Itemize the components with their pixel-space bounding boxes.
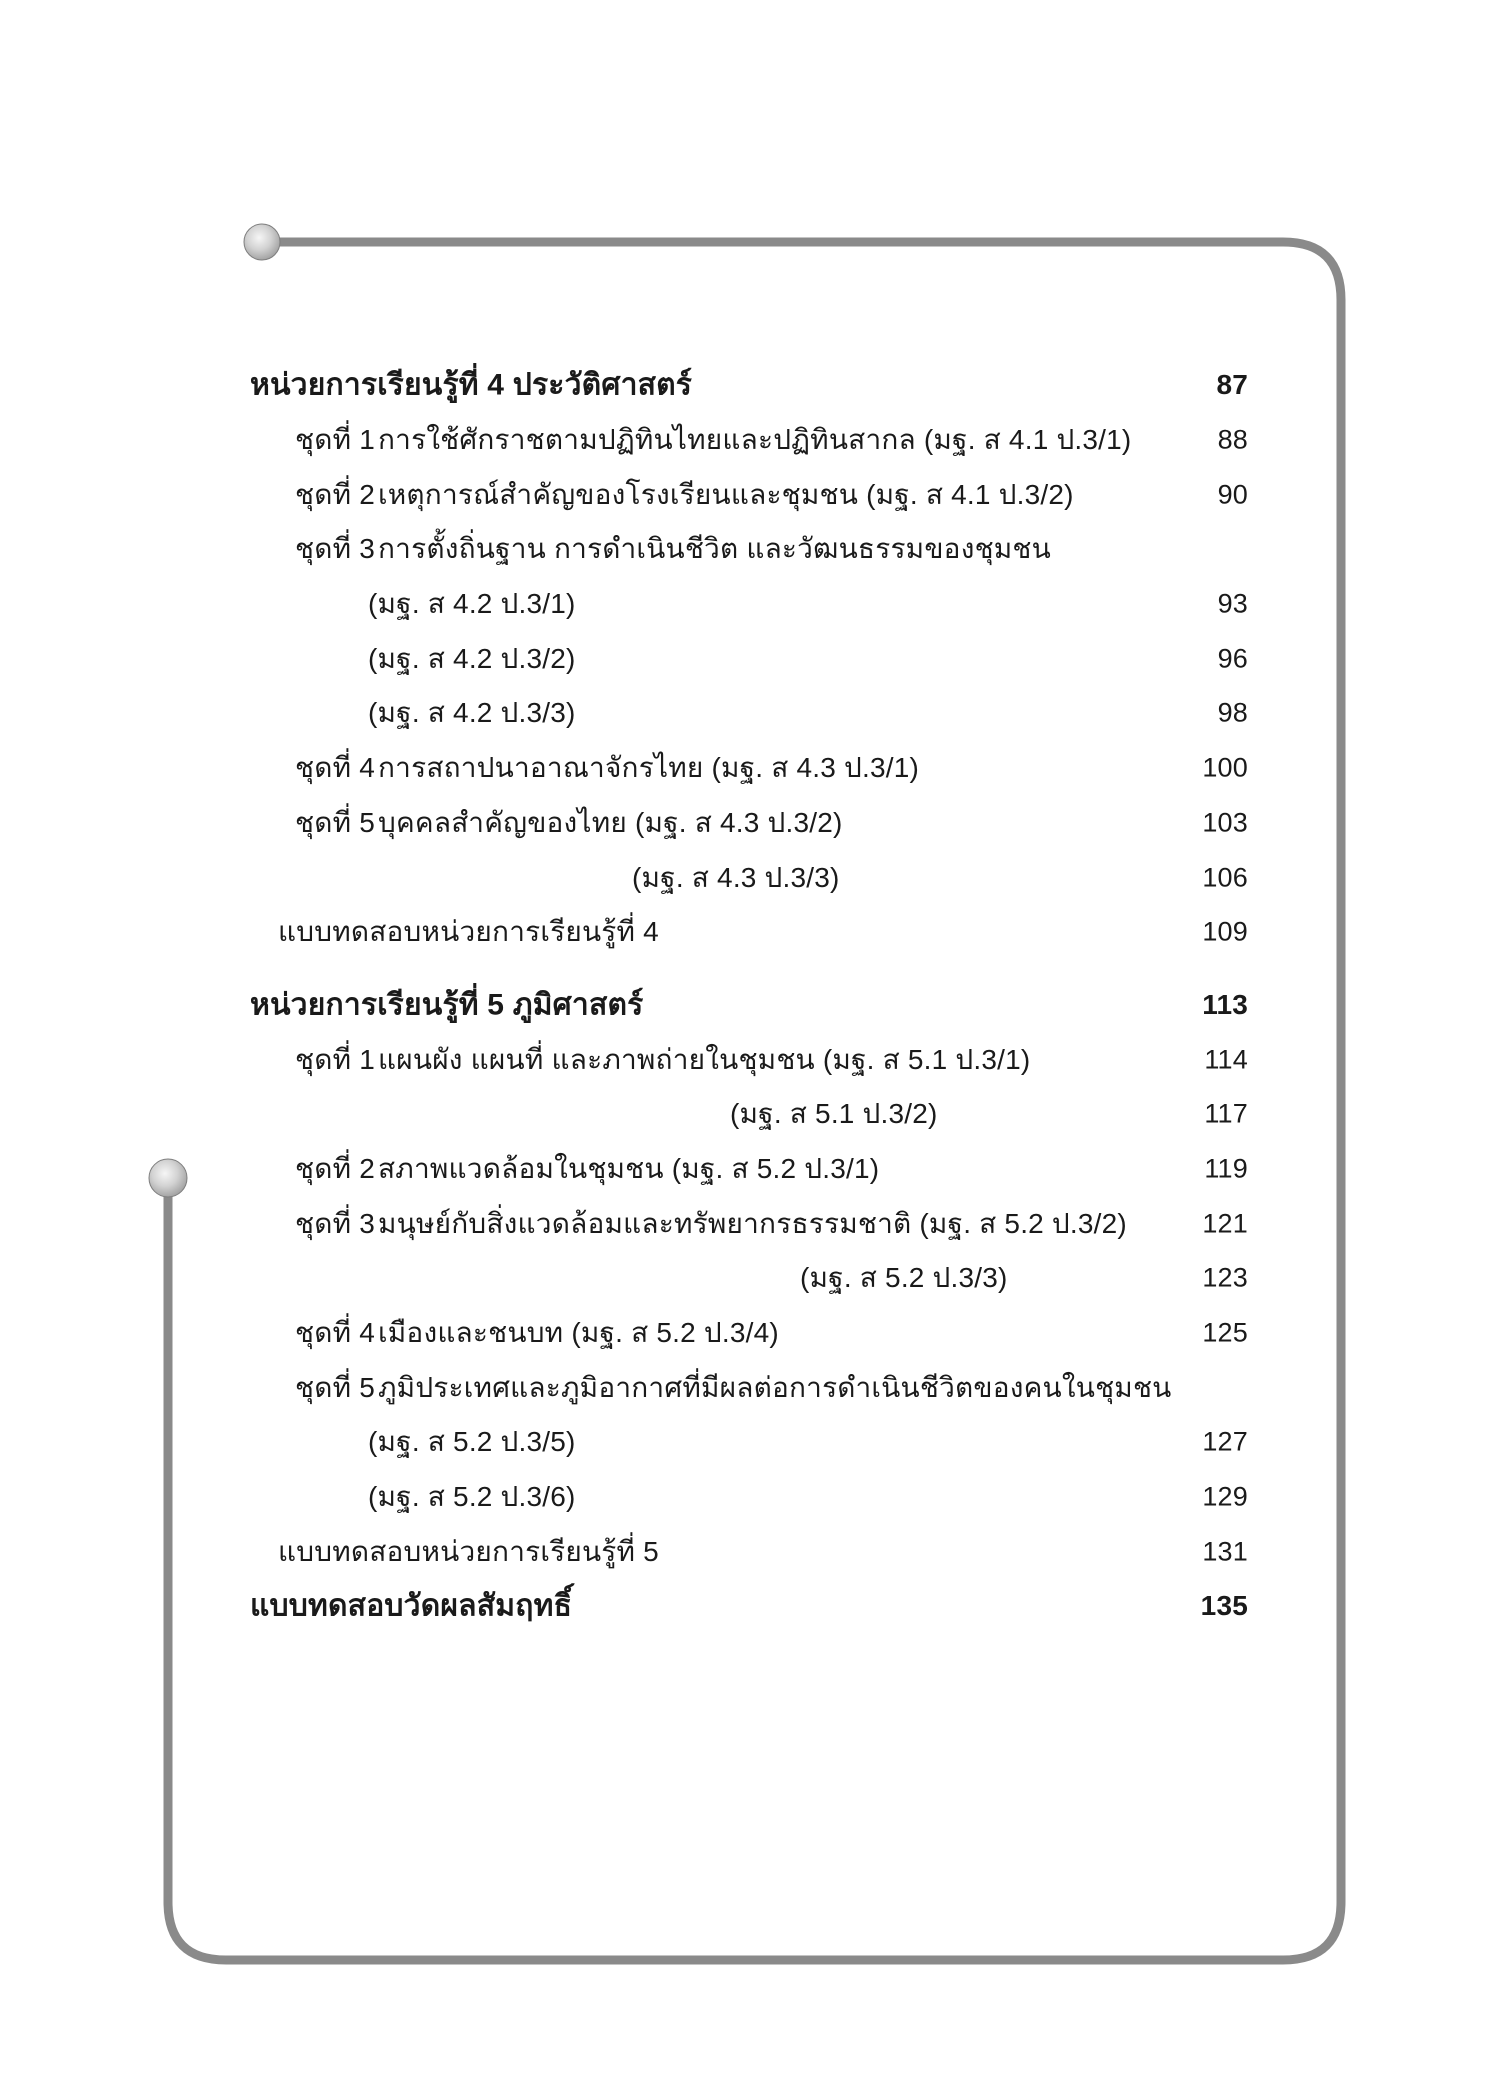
- toc-page-number: 106: [1202, 862, 1248, 893]
- toc-entry-label: (มฐ. ส 4.2 ป.3/2): [368, 642, 576, 674]
- toc-entry-label: ภูมิประเทศและภูมิอากาศที่มีผลต่อการดำเนินชีวิตของคนในชุมชน: [378, 1371, 1172, 1403]
- toc-page-number: 98: [1217, 697, 1248, 728]
- toc-item-number: ชุดที่ 5: [295, 1371, 375, 1403]
- toc-page-number: 109: [1202, 916, 1248, 947]
- toc-subitem-row: [0, 631, 1504, 686]
- toc-page-number: 113: [1202, 988, 1248, 1020]
- toc-page-number: 103: [1202, 807, 1248, 838]
- toc-subitem-row: [0, 686, 1504, 741]
- corner-sphere-top: [244, 224, 280, 260]
- toc-entry-label: หน่วยการเรียนรู้ที่ 4 ประวัติศาสตร์: [250, 368, 693, 402]
- toc-subitem-row: [0, 577, 1504, 632]
- toc-entry-label: แบบทดสอบวัดผลสัมฤทธิ์: [250, 1589, 573, 1623]
- toc-subitem-row: [0, 1415, 1504, 1470]
- toc-entry-label: (มฐ. ส 4.3 ป.3/3): [632, 861, 840, 893]
- toc-entry-label: การตั้งถิ่นฐาน การดำเนินชีวิต และวัฒนธรรมของชุมชน: [378, 533, 1051, 565]
- toc-test-row: [0, 905, 1504, 960]
- toc-item-row: [0, 467, 1504, 522]
- toc-page-number: 127: [1202, 1426, 1248, 1457]
- toc-item-row: [0, 1306, 1504, 1361]
- toc-item-number: ชุดที่ 2: [295, 1152, 375, 1184]
- toc-entry-label: (มฐ. ส 5.2 ป.3/5): [368, 1426, 576, 1458]
- toc-item-row: [0, 1032, 1504, 1087]
- toc-entry-label: แบบทดสอบหน่วยการเรียนรู้ที่ 5: [278, 1535, 659, 1567]
- toc-item-row: [0, 796, 1504, 851]
- toc-entry-label: เหตุการณ์สำคัญของโรงเรียนและชุมชน (มฐ. ส 4.1 ป.3/2): [378, 478, 1074, 510]
- toc-entry-label: (มฐ. ส 5.2 ป.3/3): [800, 1262, 1008, 1294]
- toc-page-number: 135: [1200, 1590, 1248, 1622]
- toc-list: [0, 358, 1504, 1634]
- toc-page-number: 93: [1217, 588, 1248, 619]
- toc-page-number: 96: [1217, 643, 1248, 674]
- toc-page-number: 123: [1202, 1262, 1248, 1293]
- toc-entry-label: แบบทดสอบหน่วยการเรียนรู้ที่ 4: [278, 916, 659, 948]
- toc-item-number: ชุดที่ 2: [295, 478, 375, 510]
- toc-entry-label: การใช้ศักราชตามปฏิทินไทยและปฏิทินสากล (มฐ. ส 4.1 ป.3/1): [378, 424, 1132, 456]
- toc-entry-label: เมืองและชนบท (มฐ. ส 5.2 ป.3/4): [378, 1317, 779, 1349]
- toc-item-row: [0, 522, 1504, 577]
- toc-entry-label: มนุษย์กับสิ่งแวดล้อมและทรัพยากรธรรมชาติ (มฐ. ส 5.2 ป.3/2): [378, 1207, 1127, 1239]
- toc-heading-row: [0, 1579, 1504, 1634]
- toc-item-row: [0, 1360, 1504, 1415]
- toc-item-number: ชุดที่ 4: [295, 752, 375, 784]
- toc-item-row: [0, 413, 1504, 468]
- toc-test-row: [0, 1524, 1504, 1579]
- toc-subitem-row: [0, 1087, 1504, 1142]
- toc-page-number: 114: [1204, 1044, 1248, 1075]
- toc-heading-row: [0, 358, 1504, 413]
- toc-page-number: 121: [1202, 1208, 1248, 1239]
- toc-entry-label: หน่วยการเรียนรู้ที่ 5 ภูมิศาสตร์: [250, 988, 644, 1022]
- toc-entry-label: แผนผัง แผนที่ และภาพถ่ายในชุมชน (มฐ. ส 5.1 ป.3/1): [378, 1043, 1031, 1075]
- toc-page-number: 119: [1204, 1153, 1248, 1184]
- toc-page-number: 117: [1204, 1098, 1248, 1129]
- toc-page-number: 100: [1202, 752, 1248, 783]
- toc-entry-label: บุคคลสำคัญของไทย (มฐ. ส 4.3 ป.3/2): [378, 806, 843, 838]
- toc-item-number: ชุดที่ 4: [295, 1317, 375, 1349]
- toc-page-number: 129: [1202, 1481, 1248, 1512]
- toc-page-number: 88: [1217, 424, 1248, 455]
- toc-item-row: [0, 1142, 1504, 1197]
- toc-entry-label: (มฐ. ส 4.2 ป.3/1): [368, 588, 576, 620]
- toc-page-number: 125: [1202, 1317, 1248, 1348]
- toc-page-number: 131: [1202, 1536, 1248, 1567]
- toc-entry-label: (มฐ. ส 4.2 ป.3/3): [368, 697, 576, 729]
- toc-entry-label: สภาพแวดล้อมในชุมชน (มฐ. ส 5.2 ป.3/1): [378, 1152, 880, 1184]
- toc-page-number: 90: [1217, 479, 1248, 510]
- toc-item-number: ชุดที่ 1: [295, 424, 375, 456]
- toc-subitem-row: [0, 850, 1504, 905]
- toc-subitem-row: [0, 1251, 1504, 1306]
- toc-item-number: ชุดที่ 5: [295, 806, 375, 838]
- toc-subitem-row: [0, 1470, 1504, 1525]
- toc-entry-label: (มฐ. ส 5.1 ป.3/2): [730, 1098, 938, 1130]
- toc-item-number: ชุดที่ 3: [295, 1207, 375, 1239]
- toc-item-row: [0, 741, 1504, 796]
- toc-item-row: [0, 1196, 1504, 1251]
- toc-heading-row: [0, 978, 1504, 1033]
- toc-item-number: ชุดที่ 3: [295, 533, 375, 565]
- toc-entry-label: การสถาปนาอาณาจักรไทย (มฐ. ส 4.3 ป.3/1): [378, 752, 920, 784]
- toc-item-number: ชุดที่ 1: [295, 1043, 375, 1075]
- toc-entry-label: (มฐ. ส 5.2 ป.3/6): [368, 1481, 576, 1513]
- toc-page-number: 87: [1216, 369, 1248, 401]
